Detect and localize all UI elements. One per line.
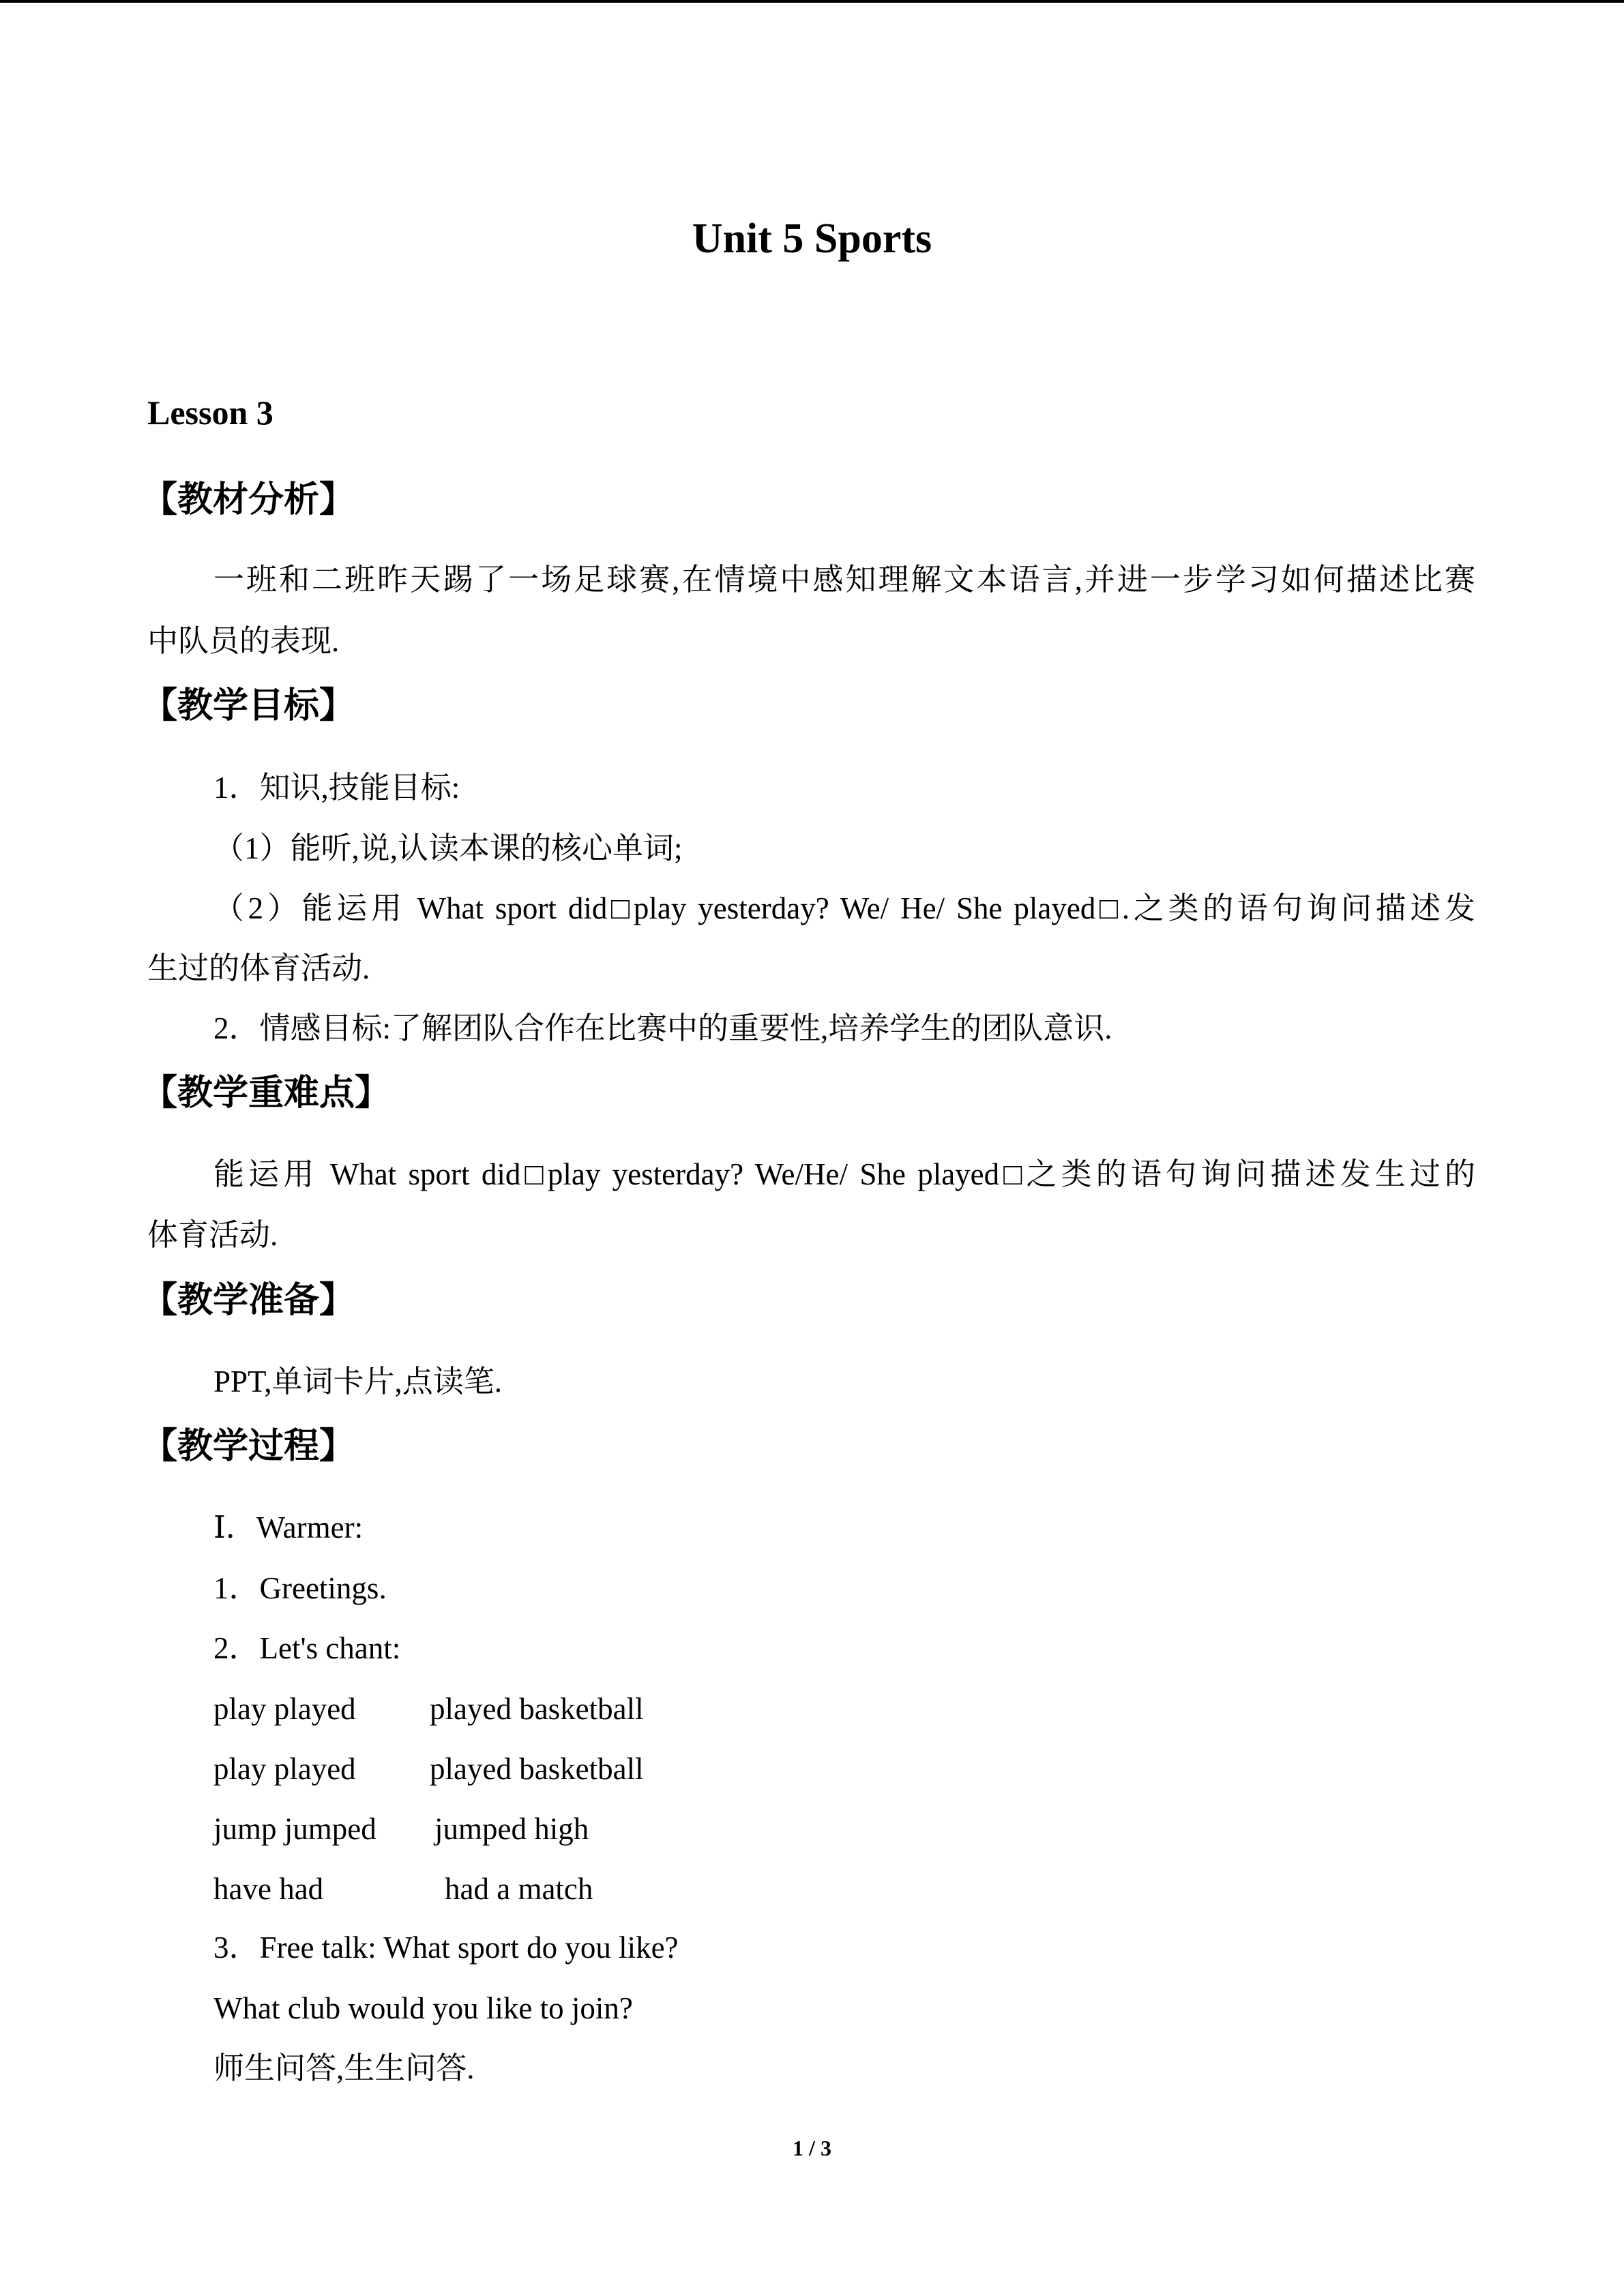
chant-line-4-left: have had xyxy=(213,1872,324,1906)
free-talk-line-2: What club would you like to join? xyxy=(213,1991,633,2025)
chant-line-3-right: jumped high xyxy=(434,1812,589,1846)
lesson-label: Lesson 3 xyxy=(147,393,274,432)
key-points-line-2: 体育活动. xyxy=(147,1218,278,1252)
chant-line-3-left: jump jumped xyxy=(213,1812,377,1846)
page-number: 1 / 3 xyxy=(793,2136,831,2160)
heading-key-points: 【教学重难点】 xyxy=(142,1073,391,1114)
top-border-rule xyxy=(0,0,1624,3)
chant-line-1-left: play played xyxy=(213,1692,356,1726)
objective-1: 1．知识,技能目标: xyxy=(213,771,460,805)
free-talk-line-3: 师生问答,生生问答. xyxy=(213,2051,475,2085)
objective-1-1: （1）能听,说,认读本课的核心单词; xyxy=(213,831,683,865)
objective-2: 2．情感目标:了解团队合作在比赛中的重要性,培养学生的团队意识. xyxy=(213,1011,1112,1045)
key-points-line-1: 能运用 What sport did□play yesterday? We/He/ She played□之类的语句询问描述发生过的 xyxy=(213,1157,1475,1191)
process-step-free-talk: 3．Free talk: What sport do you like? xyxy=(213,1930,679,1965)
objective-1-2-line-1: （2）能运用 What sport did□play yesterday? We/ He/ She played□.之类的语句询问描述发 xyxy=(213,891,1475,925)
process-warmer: Ⅰ．Warmer: xyxy=(213,1510,364,1545)
document-title: Unit 5 Sports xyxy=(692,215,932,262)
process-step-greetings: 1．Greetings. xyxy=(213,1571,387,1605)
heading-preparation: 【教学准备】 xyxy=(142,1280,355,1321)
heading-objectives: 【教学目标】 xyxy=(142,685,355,726)
process-step-chant: 2．Let's chant: xyxy=(213,1631,401,1665)
analysis-line-1: 一班和二班昨天踢了一场足球赛,在情境中感知理解文本语言,并进一步学习如何描述比赛 xyxy=(213,563,1475,597)
objective-1-2-line-2: 生过的体育活动. xyxy=(147,951,370,985)
chant-line-2-right: played basketball xyxy=(430,1752,644,1786)
heading-analysis: 【教材分析】 xyxy=(142,479,355,520)
preparation-line: PPT,单词卡片,点读笔. xyxy=(213,1365,502,1399)
chant-line-4-right: had a match xyxy=(445,1872,593,1906)
chant-line-2-left: play played xyxy=(213,1752,356,1786)
chant-line-1-right: played basketball xyxy=(430,1692,644,1726)
analysis-line-2: 中队员的表现. xyxy=(147,624,340,658)
heading-process: 【教学过程】 xyxy=(142,1426,355,1467)
